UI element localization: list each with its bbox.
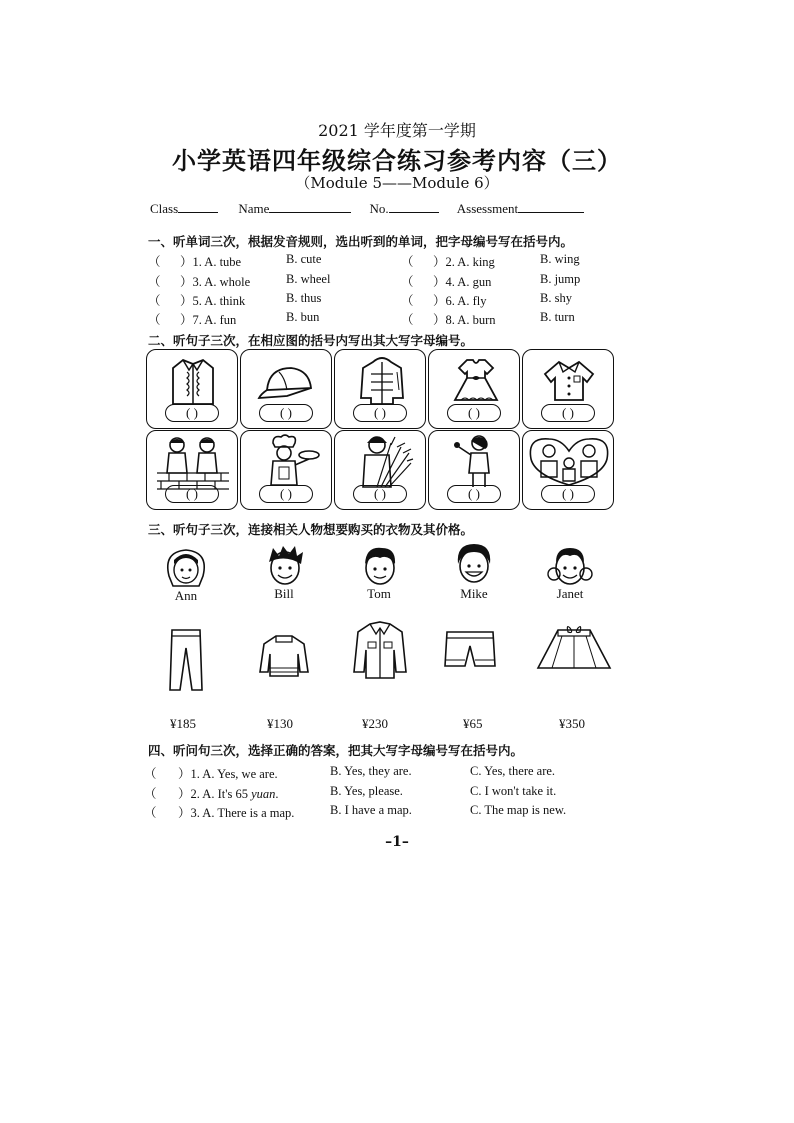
price-label: ¥185 — [170, 716, 196, 731]
q1-option-a: ）1. A. Yes, we are. — [178, 767, 278, 781]
person-name: Bill — [274, 586, 294, 601]
class-label: Class — [150, 201, 179, 216]
q2-option-a: ）2. A. king — [433, 255, 495, 269]
price-label: ¥230 — [362, 716, 388, 731]
family-icon — [527, 433, 611, 487]
section2-title: 二、听句子三次，在相应图的括号内写出其大写字母编号。 — [148, 333, 474, 348]
page-number: –1– — [385, 834, 409, 850]
q3-option-b: B. I have a map. — [330, 803, 412, 817]
name-label: Name — [238, 201, 270, 216]
q6-option-b: B. shy — [540, 291, 572, 305]
class-blank[interactable] — [178, 200, 218, 213]
answer-paren[interactable]: ( ) — [523, 404, 613, 422]
trousers-icon — [168, 628, 204, 692]
answer-paren[interactable]: ( ) — [335, 404, 425, 422]
answer-paren[interactable]: ( ) — [241, 404, 331, 422]
jacket-icon — [352, 620, 408, 680]
q7-option-a: ）7. A. fun — [180, 313, 237, 327]
module-range: （Module 5——Module 6） — [295, 174, 499, 192]
assessment-label: Assessment — [456, 201, 519, 216]
section1-title: 一、听单词三次，根据发音规则，选出听到的单词，把字母编号写在括号内。 — [148, 234, 574, 249]
picture-box-cap — [240, 349, 332, 429]
boy-face-icon — [263, 544, 307, 588]
picture-box-shirt — [146, 349, 238, 429]
picture-box-dress — [428, 349, 520, 429]
person-name: Janet — [556, 586, 584, 601]
q8-option-b: B. turn — [540, 310, 575, 324]
shirt-icon — [169, 356, 217, 406]
answer-paren[interactable]: ( ) — [147, 404, 237, 422]
q3-option-a: ）3. A. whole — [180, 275, 251, 289]
picture-box-teacher — [428, 430, 520, 510]
picture-box-farmer — [334, 430, 426, 510]
person-name: Tom — [367, 586, 391, 601]
picture-box-coat — [334, 349, 426, 429]
q4-option-a: ）4. A. gun — [433, 275, 492, 289]
q3-option-a: ）3. A. There is a map. — [178, 806, 295, 820]
answer-paren[interactable]: ( ) — [335, 485, 425, 503]
coat-icon — [357, 354, 407, 406]
answer-paren[interactable]: ( ) — [429, 404, 519, 422]
q1-option-b: B. cute — [286, 252, 322, 266]
q1-option-c: C. Yes, there are. — [470, 764, 556, 778]
girl-face-icon — [546, 544, 594, 588]
q6-option-a: ）6. A. fly — [433, 294, 487, 308]
section4-title: 四、听问句三次，选择正确的答案，把其大写字母编号写在括号内。 — [148, 743, 524, 758]
teacher-icon — [451, 433, 501, 489]
q7-option-b: B. bun — [286, 310, 320, 324]
answer-paren[interactable]: ( ) — [147, 485, 237, 503]
girl-face-icon — [163, 546, 209, 590]
q1-option-a: ）1. A. tube — [180, 255, 242, 269]
q2-option-c: C. I won't take it. — [470, 784, 557, 798]
answer-paren[interactable]: ( ) — [429, 485, 519, 503]
q1-option-b: B. Yes, they are. — [330, 764, 412, 778]
shorts-icon — [443, 630, 497, 670]
person-name: Ann — [174, 588, 198, 603]
q2-option-b: B. Yes, please. — [330, 784, 403, 798]
dress-icon — [451, 356, 501, 404]
q4-option-b: B. jump — [540, 272, 581, 286]
price-label: ¥65 — [463, 716, 483, 731]
number-label: No. — [369, 201, 389, 216]
person-name: Mike — [460, 586, 488, 601]
skirt-icon — [536, 624, 612, 672]
name-blank[interactable] — [269, 200, 351, 213]
student-info-row — [150, 200, 620, 217]
section3-title: 三、听句子三次，连接相关人物想要购买的衣物及其价格。 — [148, 522, 474, 537]
answer-paren[interactable]: ( ) — [523, 485, 613, 503]
farmer-icon — [351, 433, 413, 489]
boy-face-icon — [452, 542, 496, 586]
number-blank[interactable] — [389, 200, 439, 213]
sweater-icon — [258, 632, 310, 680]
boy-face-icon — [358, 544, 402, 588]
q2-option-b: B. wing — [540, 252, 580, 266]
q5-option-b: B. thus — [286, 291, 322, 305]
q3-option-c: C. The map is new. — [470, 803, 567, 817]
cook-icon — [259, 433, 319, 487]
q5-option-a: ）5. A. think — [180, 294, 246, 308]
price-label: ¥130 — [267, 716, 293, 731]
price-label: ¥350 — [559, 716, 585, 731]
blouse-icon — [541, 358, 597, 402]
picture-box-builders — [146, 430, 238, 510]
answer-paren[interactable]: ( ) — [241, 485, 331, 503]
picture-box-blouse — [522, 349, 614, 429]
assessment-blank[interactable] — [518, 200, 584, 213]
picture-box-cook — [240, 430, 332, 510]
builders-icon — [157, 435, 229, 489]
picture-box-family — [522, 430, 614, 510]
cap-icon — [257, 364, 317, 400]
q2-option-a: ）2. A. It's 65 yuan. — [178, 787, 279, 801]
page-title: 小学英语四年级综合练习参考内容（三） — [172, 146, 622, 175]
year-term: 2021 学年度第一学期 — [318, 121, 476, 140]
q3-option-b: B. wheel — [286, 272, 331, 286]
q8-option-a: ）8. A. burn — [433, 313, 496, 327]
